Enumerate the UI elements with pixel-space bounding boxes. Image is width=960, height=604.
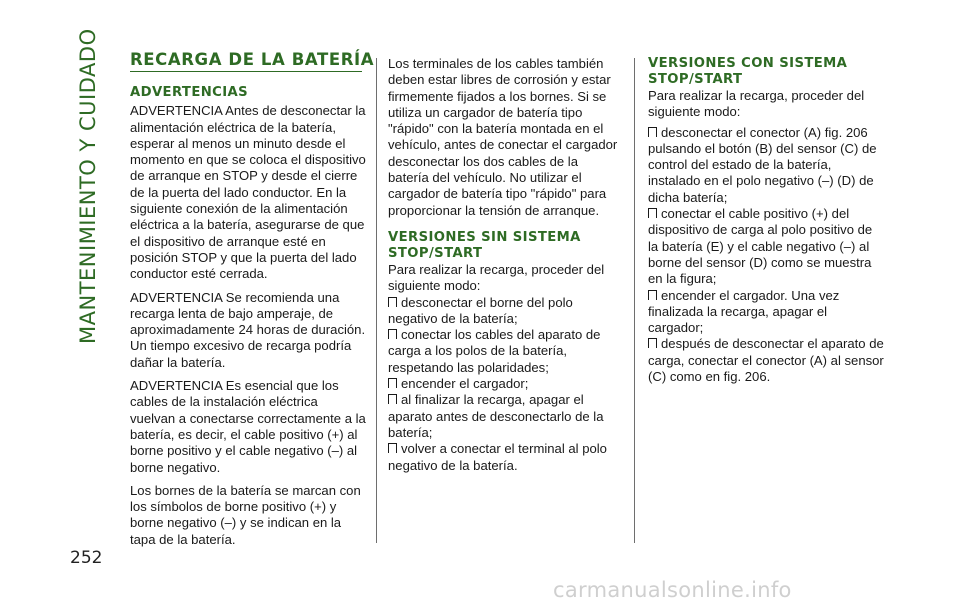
- column-divider: [376, 58, 377, 543]
- watermark: carmanualsonline.info: [553, 578, 792, 602]
- bullet-icon: [648, 127, 657, 137]
- list-item: [388, 295, 622, 328]
- page-number: 252: [70, 548, 103, 568]
- list-item: [648, 125, 884, 206]
- bullet-icon: [388, 443, 397, 453]
- list-item-text: conectar los cables del aparato de carga a los polos de la batería, respetando las polaridades;: [388, 327, 601, 375]
- intro-text: Para realizar la recarga, proceder del siguiente modo:: [648, 88, 865, 120]
- list-item: [648, 206, 884, 287]
- warning-paragraph: ADVERTENCIA Antes de desconectar la alimentación eléctrica de la batería, esperar al menos un minuto desde el momento en que se coloca el dispositivo de arranque en STOP y desde el cierre de la puerta del lado conductor. En la siguiente conexión de la alimentación eléctrica a la batería, asegurarse de que el dispositivo de arranque esté en posición STOP y que la puerta del lado conductor esté cerrada.: [130, 103, 366, 282]
- subsection-heading: VERSIONES CON SISTEMA STOP/START: [648, 56, 848, 87]
- list-item-text: encender el cargador. Una vez finalizada la recarga, apagar el cargador;: [648, 287, 840, 336]
- list-item: [388, 376, 622, 392]
- warnings-heading: ADVERTENCIAS: [130, 85, 249, 101]
- list-item: [388, 441, 622, 474]
- bullet-icon: [388, 329, 397, 339]
- column-1: [130, 50, 375, 555]
- list-item: [648, 336, 884, 385]
- column-3: [648, 56, 884, 385]
- section-side-title: MANTENIMIENTO Y CUIDADO: [76, 28, 100, 344]
- list-item-text: encender el cargador;: [401, 376, 529, 392]
- list-item-text: desconectar el conector (A) fig. 206 pulsando el botón (B) del sensor (C) de control del estado de la batería, instalado en el polo negativo (–) (D) de dicha batería;: [648, 124, 877, 205]
- paragraph: Los terminales de los cables también deben estar libres de corrosión y estar firmemente fijados a los bornes. Si se utiliza un cargador de batería tipo "rápido" con la batería montada en el vehículo, antes de conectar el cargador desconectar los dos cables de la batería del vehículo. No utilizar el cargador de batería tipo "rápido" para proporcionar la tensión de arranque.: [388, 56, 618, 218]
- bullet-icon: [388, 394, 397, 404]
- intro-text: Para realizar la recarga, proceder del siguiente modo:: [388, 261, 605, 294]
- section-heading: RECARGA DE LA BATERÍA: [130, 52, 362, 72]
- bullet-icon: [388, 378, 397, 388]
- list-item: [388, 327, 622, 376]
- warning-paragraph: ADVERTENCIA Es esencial que los cables de la instalación eléctrica vuelvan a conectarse correctamente a la batería, es decir, el cable positivo (+) al borne positivo y el cable negativo (–) al borne negativo.: [130, 378, 366, 475]
- bullet-icon: [388, 297, 397, 307]
- bullet-icon: [648, 208, 657, 218]
- bullet-icon: [648, 290, 657, 300]
- column-2: [388, 56, 622, 474]
- list-item-text: desconectar el borne del polo negativo de la batería;: [388, 294, 573, 326]
- list-item: [388, 392, 622, 441]
- list-item-text: después de desconectar el aparato de carga, conectar el conector (A) al sensor (C) como en fig. 206.: [648, 336, 884, 385]
- subsection-heading: VERSIONES SIN SISTEMA STOP/START: [388, 229, 581, 261]
- bullet-icon: [648, 338, 657, 348]
- warning-paragraph: ADVERTENCIA Se recomienda una recarga lenta de bajo amperaje, de aproximadamente 24 horas de duración. Un tiempo excesivo de recarga podría dañar la batería.: [130, 289, 366, 370]
- list-item-text: conectar el cable positivo (+) del dispositivo de carga al polo positivo de la batería (E) y el cable negativo (–) al borne del sensor (D) como se muestra en la figura;: [648, 206, 873, 287]
- list-item-text: al finalizar la recarga, apagar el aparato antes de desconectarlo de la batería;: [388, 392, 604, 440]
- list-item: [648, 288, 884, 337]
- list-item-text: volver a conectar el terminal al polo negativo de la batería.: [388, 441, 607, 473]
- paragraph: Los bornes de la batería se marcan con los símbolos de borne positivo (+) y borne negativo (–) y se indican en la tapa de la batería.: [130, 482, 361, 547]
- column-divider: [634, 58, 635, 543]
